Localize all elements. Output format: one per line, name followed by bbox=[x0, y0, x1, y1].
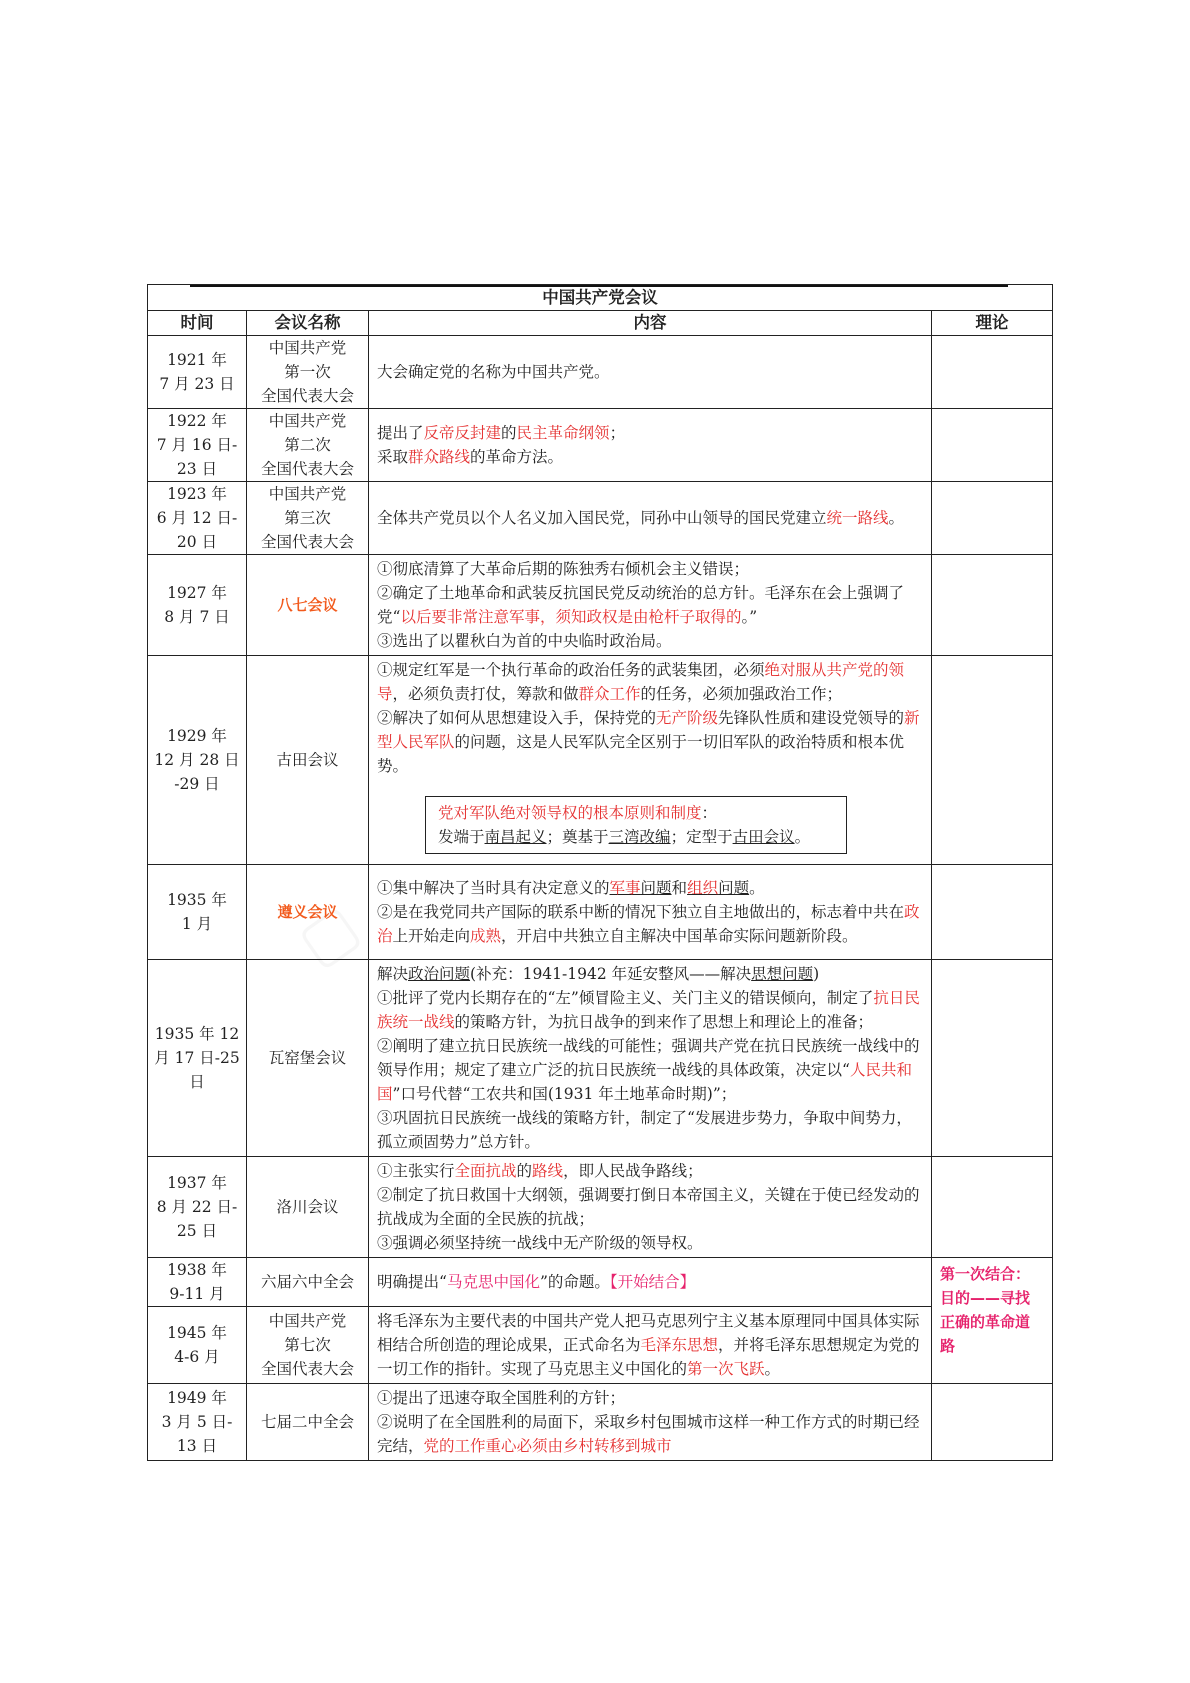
meeting-content bbox=[369, 1258, 932, 1307]
text-segment: ①规定红军是一个执行革命的政治任务的武装集团，必须 bbox=[377, 661, 765, 679]
header-name: 会议名称 bbox=[247, 311, 369, 336]
meeting-time-line: 20 日 bbox=[176, 533, 218, 551]
text-segment: (补充：1941-1942 年延安整风——解决 bbox=[470, 965, 752, 983]
meeting-name-line: 八七会议 bbox=[277, 596, 338, 614]
text-segment: 党对军队绝对领导权的根本原则和制度 bbox=[438, 804, 702, 822]
text-segment: 全面抗战 bbox=[454, 1162, 517, 1180]
text-segment: 无产阶级 bbox=[656, 709, 719, 727]
meeting-content bbox=[369, 482, 932, 555]
content-paragraph bbox=[377, 1410, 923, 1458]
text-segment: ②解决了如何从思想建设入手，保持党的 bbox=[377, 709, 657, 727]
text-segment: ；奠基于 bbox=[546, 828, 609, 846]
meeting-time-line: 1945 年 bbox=[167, 1324, 227, 1342]
meeting-time-line: 1921 年 bbox=[167, 351, 227, 369]
meeting-name-line: 第二次 bbox=[284, 436, 331, 454]
meeting-time-line: 12 月 28 日 bbox=[154, 751, 240, 769]
text-segment: ”的命题。 bbox=[539, 1273, 610, 1291]
meeting-time bbox=[148, 865, 247, 960]
meeting-name bbox=[247, 1384, 369, 1461]
meeting-time bbox=[148, 336, 247, 409]
meeting-name bbox=[247, 656, 369, 865]
header-time: 时间 bbox=[148, 311, 247, 336]
meeting-time-line: 1949 年 bbox=[167, 1389, 227, 1407]
text-segment: 将毛泽东为主要代表的中国共产党人把马克思列宁主义基本原理同中国具体实际相结合所创造的理论成果，正式命名为 bbox=[377, 1312, 920, 1354]
meeting-name-line: 全国代表大会 bbox=[260, 1360, 354, 1378]
table-row bbox=[148, 1258, 1053, 1307]
meeting-content bbox=[369, 1384, 932, 1461]
text-segment: 的 bbox=[516, 1162, 533, 1180]
meeting-name bbox=[247, 1157, 369, 1258]
content-paragraph bbox=[377, 581, 923, 629]
text-segment: 新型人民军队 bbox=[377, 709, 920, 751]
meeting-name-line: 中国共产党 bbox=[268, 1312, 347, 1330]
meeting-time-line: 9-11 月 bbox=[169, 1285, 225, 1303]
text-segment: 的问题，这是人民军队完全区别于一切旧军队的政治特质和根本优势。 bbox=[377, 733, 905, 775]
meeting-name-line: 遵义会议 bbox=[277, 903, 338, 921]
meeting-name-line: 全国代表大会 bbox=[260, 387, 354, 405]
text-segment: ②确定了土地革命和武装反抗国民党反动统治的总方针。毛泽东在会上强调了党“ bbox=[377, 584, 905, 626]
text-segment: 的革命方法。 bbox=[470, 448, 564, 466]
meeting-name bbox=[247, 865, 369, 960]
text-segment: 提出了 bbox=[377, 424, 424, 442]
meeting-name bbox=[247, 482, 369, 555]
text-segment: ，必须负责打仗，筹款和做 bbox=[392, 685, 579, 703]
table-row bbox=[148, 482, 1053, 555]
meeting-time-line: 6 月 12 日- bbox=[156, 509, 238, 527]
text-segment: 成熟 bbox=[470, 927, 502, 945]
meeting-time-line: 月 17 日-25 bbox=[154, 1049, 240, 1067]
text-segment: ②是在我党同共产国际的联系中断的情况下独立自主地做出的，标志着中共在 bbox=[377, 903, 905, 921]
text-segment: 人民共和国 bbox=[377, 1061, 912, 1103]
meeting-name-line: 瓦窑堡会议 bbox=[268, 1049, 347, 1067]
meeting-content bbox=[369, 656, 932, 865]
theory-note bbox=[932, 1258, 1053, 1384]
content-paragraph bbox=[377, 629, 923, 653]
theory-cell-empty bbox=[932, 336, 1053, 409]
text-segment: 先锋队性质和建设党领导的 bbox=[718, 709, 905, 727]
meeting-time bbox=[148, 656, 247, 865]
theory-cell-empty bbox=[932, 1157, 1053, 1258]
text-segment: ；定型于 bbox=[670, 828, 733, 846]
meeting-time-line: 23 日 bbox=[176, 460, 218, 478]
text-segment: ①批评了党内长期存在的“左”倾冒险主义、关门主义的错误倾向，制定了 bbox=[377, 989, 874, 1007]
table-row bbox=[148, 960, 1053, 1157]
meeting-name bbox=[247, 1258, 369, 1307]
text-segment: 反帝反封建 bbox=[423, 424, 502, 442]
meeting-time bbox=[148, 960, 247, 1157]
theory-note-line: 目的——寻找 bbox=[940, 1289, 1031, 1307]
theory-cell-empty bbox=[932, 482, 1053, 555]
text-segment: 群众工作 bbox=[578, 685, 641, 703]
text-segment: 【开始结合】 bbox=[609, 1273, 696, 1291]
meeting-time-line: 1927 年 bbox=[167, 584, 227, 602]
text-segment: 统一路线 bbox=[826, 509, 889, 527]
text-segment: ①主张实行 bbox=[377, 1162, 455, 1180]
note-paragraph bbox=[438, 801, 834, 825]
text-segment: ) bbox=[813, 965, 820, 983]
content-paragraph bbox=[377, 962, 923, 986]
meeting-content bbox=[369, 1157, 932, 1258]
meeting-time bbox=[148, 1157, 247, 1258]
theory-note-line: 正确的革命道 bbox=[940, 1313, 1031, 1331]
theory-cell-empty bbox=[932, 865, 1053, 960]
meeting-time-line: 1922 年 bbox=[167, 412, 227, 430]
text-segment: ，即人民战争路线； bbox=[563, 1162, 703, 1180]
text-segment: ； bbox=[609, 424, 626, 442]
text-segment: 的策略方针，为抗日战争的到来作了思想上和理论上的准备； bbox=[454, 1013, 874, 1031]
content-paragraph bbox=[377, 876, 923, 900]
meeting-name-line: 古田会议 bbox=[276, 751, 339, 769]
meeting-time-line: 7 月 16 日- bbox=[156, 436, 238, 454]
principle-note-box bbox=[425, 796, 847, 854]
table-row bbox=[148, 1384, 1053, 1461]
theory-cell-empty bbox=[932, 1384, 1053, 1461]
text-segment: 上开始走向 bbox=[392, 927, 471, 945]
text-segment: 抗日民族统一战线 bbox=[377, 989, 920, 1031]
text-segment: 明确提出“ bbox=[377, 1273, 447, 1291]
text-segment: ①集中解决了当时具有决定意义的 bbox=[377, 879, 610, 897]
text-segment: ③强调必须坚持统一战线中无产阶级的领导权。 bbox=[377, 1234, 703, 1252]
content-paragraph bbox=[377, 421, 923, 445]
meeting-name-line: 中国共产党 bbox=[268, 412, 347, 430]
header-content: 内容 bbox=[369, 311, 932, 336]
meeting-content bbox=[369, 1307, 932, 1384]
meeting-name-line: 六届六中全会 bbox=[260, 1273, 354, 1291]
table-title: 中国共产党会议 bbox=[148, 285, 1053, 311]
meeting-time-line: 1923 年 bbox=[167, 485, 227, 503]
table-row bbox=[148, 409, 1053, 482]
theory-cell-empty bbox=[932, 555, 1053, 656]
text-segment: 全体共产党员以个人名义加入国民党，同孙中山领导的国民党建立 bbox=[377, 509, 827, 527]
text-segment: 民主革命纲领 bbox=[516, 424, 610, 442]
table-row bbox=[148, 656, 1053, 865]
text-segment: 毛泽东思想 bbox=[640, 1336, 719, 1354]
text-segment: 三湾改编 bbox=[608, 828, 671, 846]
content-paragraph bbox=[377, 506, 923, 530]
text-segment: ①彻底清算了大革命后期的陈独秀右倾机会主义错误； bbox=[377, 560, 750, 578]
text-segment: 大会确定党的名称为中国共产党。 bbox=[377, 363, 610, 381]
content-paragraph bbox=[377, 360, 923, 384]
content-paragraph bbox=[377, 706, 923, 778]
text-segment: 。” bbox=[741, 608, 758, 626]
meeting-time-line: 8 月 22 日- bbox=[156, 1198, 238, 1216]
note-paragraph bbox=[438, 825, 834, 849]
content-paragraph bbox=[377, 445, 923, 469]
text-segment: ③巩固抗日民族统一战线的策略方针，制定了“发展进步势力，争取中间势力，孤立顽固势力”总方针。 bbox=[377, 1109, 912, 1151]
meeting-name bbox=[247, 336, 369, 409]
meeting-time-line: -29 日 bbox=[174, 775, 220, 793]
text-segment: 军事 bbox=[609, 879, 641, 897]
theory-cell-empty bbox=[932, 656, 1053, 865]
text-segment: 以后要非常注意军事，须知政权是由枪杆子取得的 bbox=[400, 608, 742, 626]
content-paragraph bbox=[377, 1309, 923, 1381]
meeting-table bbox=[147, 284, 1053, 1461]
meeting-content bbox=[369, 409, 932, 482]
text-segment: 发端于 bbox=[438, 828, 485, 846]
meeting-time-line: 1 月 bbox=[181, 915, 213, 933]
text-segment: 思想问题 bbox=[751, 965, 814, 983]
theory-cell-empty bbox=[932, 960, 1053, 1157]
header-theory: 理论 bbox=[932, 311, 1053, 336]
content-paragraph bbox=[377, 1159, 923, 1183]
text-segment: 采取 bbox=[377, 448, 409, 466]
meeting-name-line: 中国共产党 bbox=[268, 339, 347, 357]
meeting-table-container bbox=[147, 284, 1052, 1461]
text-segment: 政治问题 bbox=[408, 965, 471, 983]
meeting-time bbox=[148, 409, 247, 482]
text-segment: ”口号代替“工农共和国(1931 年土地革命时期)”； bbox=[392, 1085, 737, 1103]
table-row bbox=[148, 555, 1053, 656]
text-segment: ①提出了迅速夺取全国胜利的方针； bbox=[377, 1389, 626, 1407]
table-row bbox=[148, 336, 1053, 409]
meeting-time-line: 1935 年 bbox=[167, 891, 227, 909]
content-paragraph bbox=[377, 557, 923, 581]
text-segment: 党的工作重心必须由乡村转移到城市 bbox=[423, 1437, 672, 1455]
meeting-name bbox=[247, 409, 369, 482]
meeting-name-line: 洛川会议 bbox=[276, 1198, 339, 1216]
text-segment: 。 bbox=[794, 828, 811, 846]
meeting-content bbox=[369, 960, 932, 1157]
meeting-time-line: 25 日 bbox=[176, 1222, 218, 1240]
text-segment: ，并将毛泽东思想规定为党的一切工作的指针。实现了马克思主义中国化的 bbox=[377, 1336, 920, 1378]
meeting-time bbox=[148, 1384, 247, 1461]
content-paragraph bbox=[377, 658, 923, 706]
text-segment: 路线 bbox=[532, 1162, 564, 1180]
text-segment: 解决 bbox=[377, 965, 409, 983]
text-segment: 绝对服从共产党的领导 bbox=[377, 661, 905, 703]
text-segment: 。 bbox=[749, 879, 765, 897]
text-segment: ，开启中共独立自主解决中国革命实际问题新阶段。 bbox=[501, 927, 858, 945]
meeting-name-line: 全国代表大会 bbox=[260, 533, 354, 551]
meeting-content bbox=[369, 336, 932, 409]
meeting-name-line: 七届二中全会 bbox=[260, 1413, 354, 1431]
meeting-time-line: 13 日 bbox=[176, 1437, 218, 1455]
text-segment: 政治 bbox=[377, 903, 920, 945]
meeting-time bbox=[148, 482, 247, 555]
meeting-time-line: 3 月 5 日- bbox=[161, 1413, 233, 1431]
meeting-time-line: 8 月 7 日 bbox=[164, 608, 230, 626]
text-segment: 组织 bbox=[687, 879, 719, 897]
text-segment: 南昌起义 bbox=[484, 828, 547, 846]
meeting-time bbox=[148, 555, 247, 656]
meeting-time-line: 1929 年 bbox=[167, 727, 227, 745]
theory-note-line: 路 bbox=[940, 1337, 956, 1355]
text-segment: 马克思中国化 bbox=[446, 1273, 540, 1291]
meeting-content bbox=[369, 555, 932, 656]
content-paragraph bbox=[377, 986, 923, 1034]
text-segment: 问题 bbox=[640, 879, 672, 897]
meeting-time-line: 1935 年 12 bbox=[154, 1025, 240, 1043]
text-segment: 问题 bbox=[718, 879, 750, 897]
content-paragraph bbox=[377, 1106, 923, 1154]
table-row bbox=[148, 1157, 1053, 1258]
meeting-time-line: 7 月 23 日 bbox=[159, 375, 235, 393]
meeting-name-line: 全国代表大会 bbox=[260, 460, 354, 478]
content-paragraph bbox=[377, 1270, 923, 1294]
text-segment: 古田会议 bbox=[732, 828, 795, 846]
meeting-time-line: 日 bbox=[189, 1073, 205, 1091]
meeting-time-line: 1937 年 bbox=[167, 1174, 227, 1192]
text-segment: 和 bbox=[671, 879, 688, 897]
meeting-content bbox=[369, 865, 932, 960]
text-segment: ②制定了抗日救国十大纲领，强调要打倒日本帝国主义，关键在于使已经发动的抗战成为全面的全民族的抗战； bbox=[377, 1186, 920, 1228]
meeting-time-line: 1938 年 bbox=[167, 1261, 227, 1279]
meeting-time bbox=[148, 1307, 247, 1384]
meeting-time-line: 4-6 月 bbox=[174, 1348, 220, 1366]
meeting-name-line: 第七次 bbox=[284, 1336, 331, 1354]
meeting-name bbox=[247, 960, 369, 1157]
text-segment: 第一次飞跃 bbox=[687, 1360, 765, 1378]
table-row bbox=[148, 1307, 1053, 1384]
meeting-name-line: 第一次 bbox=[284, 363, 331, 381]
meeting-time bbox=[148, 1258, 247, 1307]
theory-cell-empty bbox=[932, 409, 1053, 482]
text-segment: 。 bbox=[888, 509, 905, 527]
content-paragraph bbox=[377, 1386, 923, 1410]
text-segment: ③选出了以瞿秋白为首的中央临时政治局。 bbox=[377, 632, 672, 650]
content-paragraph bbox=[377, 1034, 923, 1106]
text-segment: 的 bbox=[501, 424, 517, 442]
table-row bbox=[148, 865, 1053, 960]
text-segment: 的任务，必须加强政治工作； bbox=[640, 685, 843, 703]
meeting-name bbox=[247, 1307, 369, 1384]
text-segment: ②说明了在全国胜利的局面下，采取乡村包围城市这样一种工作方式的时期已经完结， bbox=[377, 1413, 920, 1455]
meeting-name bbox=[247, 555, 369, 656]
content-paragraph bbox=[377, 1231, 923, 1255]
theory-note-line: 第一次结合： bbox=[940, 1265, 1031, 1283]
meeting-name-line: 第三次 bbox=[284, 509, 331, 527]
meeting-name-line: 中国共产党 bbox=[268, 485, 347, 503]
text-segment: 群众路线 bbox=[408, 448, 471, 466]
text-segment: ： bbox=[701, 804, 718, 822]
text-segment: 。 bbox=[764, 1360, 781, 1378]
content-paragraph bbox=[377, 900, 923, 948]
text-segment: ②阐明了建立抗日民族统一战线的可能性；强调共产党在抗日民族统一战线中的领导作用；规定了建立广泛的抗日民族统一战线的具体政策，决定以“ bbox=[377, 1037, 920, 1079]
content-paragraph bbox=[377, 1183, 923, 1231]
